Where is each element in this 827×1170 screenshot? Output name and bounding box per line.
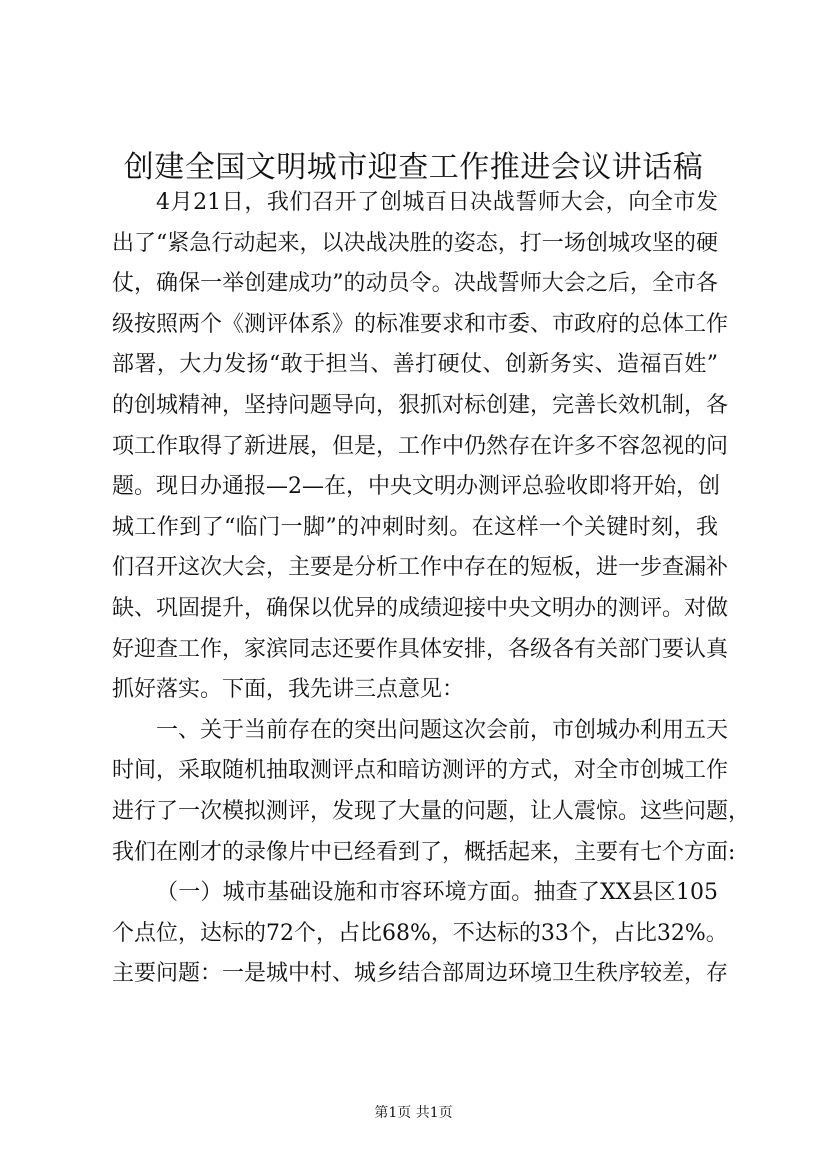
paragraph-line: 出了“紧急行动起来，以决战决胜的姿态，打一场创城攻坚的硬 <box>112 230 718 256</box>
document-title: 创建全国文明城市迎查工作推进会议讲话稿 <box>123 150 704 185</box>
paragraph-line: 的创城精神，坚持问题导向，狠抓对标创建，完善长效机制，各 <box>112 392 729 418</box>
paragraph-line: 级按照两个《测评体系》的标准要求和市委、市政府的总体工作 <box>112 311 729 337</box>
paragraph-line: 4月21日，我们召开了创城百日决战誓师大会，向全市发 <box>156 190 718 215</box>
paragraph-line: 好迎查工作，家滨同志还要作具体安排，各级各有关部门要认真 <box>112 636 729 662</box>
document-body <box>112 183 751 995</box>
page-footer: 第1页 共1页 <box>374 1105 453 1121</box>
paragraph-line: 仗，确保一举创建成功”的动员令。决战誓师大会之后，全市各 <box>112 271 718 297</box>
paragraph-line: 时间，采取随机抽取测评点和暗访测评的方式，对全市创城工作 <box>112 758 729 784</box>
paragraph-line: 项工作取得了新进展，但是，工作中仍然存在许多不容忽视的问 <box>112 433 729 459</box>
paragraph-line: 一、关于当前存在的突出问题这次会前，市创城办利用五天 <box>156 717 729 743</box>
paragraph-line: 抓好落实。下面，我先讲三点意见： <box>112 677 465 703</box>
paragraph-line: 部署，大力发扬“敢于担当、善打硬仗、创新务实、造福百姓” <box>112 352 718 378</box>
paragraph-line: （一）城市基础设施和市容环境方面。抽查了XX县区105 <box>156 880 718 906</box>
paragraph-line: 主要问题：一是城中村、城乡结合部周边环境卫生秩序较差，存 <box>112 961 729 987</box>
paragraph-line: 们召开这次大会，主要是分析工作中存在的短板，进一步查漏补 <box>112 555 729 581</box>
paragraph-line: 缺、巩固提升，确保以优异的成绩迎接中央文明办的测评。对做 <box>112 595 729 621</box>
paragraph-line: 城工作到了“临门一脚”的冲刺时刻。在这样一个关键时刻，我 <box>112 514 718 540</box>
paragraph-line: 我们在刚才的录像片中已经看到了，概括起来，主要有七个方面: <box>112 839 736 865</box>
paragraph-line: 进行了一次模拟测评，发现了大量的问题，让人震惊。这些问题， <box>112 798 751 824</box>
paragraph-line: 个点位，达标的72个，占比68%，不达标的33个，占比32%。 <box>112 920 728 946</box>
paragraph-line: 题。现日办通报—2—在，中央文明办测评总验收即将开始，创 <box>112 474 720 500</box>
